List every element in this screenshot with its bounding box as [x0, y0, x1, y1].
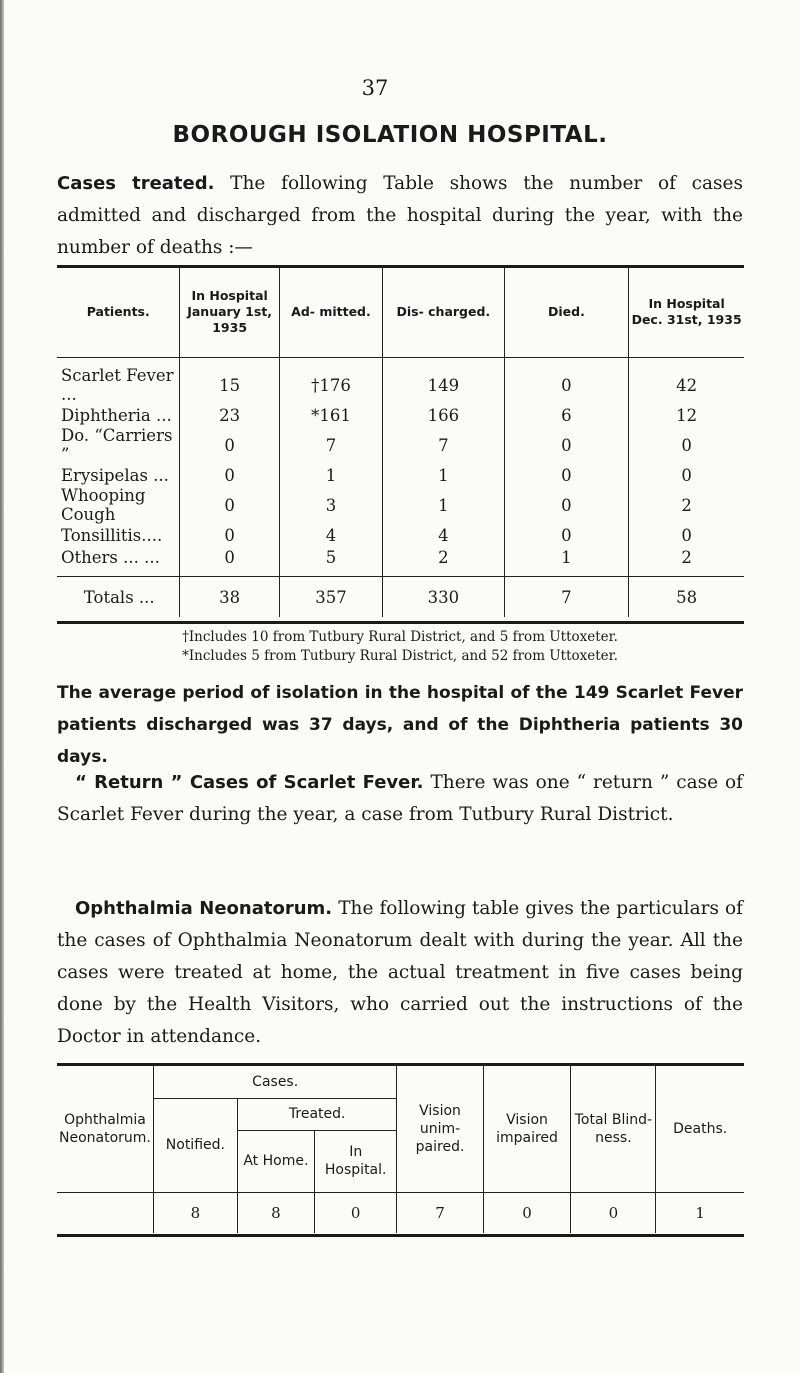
cell: 2 — [383, 546, 505, 577]
average-period-text: The average period of isolation in the hospital of the 149 Scarlet Fever patients discharged was 37 days, and of the Diphtheria patients 30 days. — [57, 683, 743, 767]
average-period-paragraph — [57, 677, 743, 773]
cell-vision-unimpaired: 7 — [397, 1192, 483, 1233]
cell-deaths: 1 — [656, 1192, 744, 1233]
table-row — [57, 358, 744, 405]
intro-lead: Cases treated. — [57, 173, 215, 194]
page-heading: BOROUGH ISOLATION HOSPITAL. — [172, 122, 608, 148]
cell: 42 — [629, 358, 744, 405]
table-footnotes — [0, 628, 800, 666]
header-in-hospital-jan: In Hospital January 1st, 1935 — [180, 267, 279, 358]
cell: 0 — [180, 426, 279, 464]
table-row — [57, 486, 744, 524]
oph-data-row — [57, 1192, 744, 1233]
cell: *161 — [279, 404, 382, 426]
cell: Erysipelas ... — [61, 465, 169, 485]
cell-vision-impaired: 0 — [483, 1192, 571, 1233]
footnote-asterisk: *Includes 5 from Tutbury Rural District, and 52 from Uttoxeter. — [182, 648, 618, 664]
ophthalmia-text: The following table gives the particulars of the cases of Ophthalmia Neonatorum dealt with during the year. All the cases were treated at home, the actual treatment in five cases being done by the Health Visitors, who carried out the instructions of the Doctor in attendance. — [57, 898, 743, 1047]
totals-label: Totals ... — [57, 577, 180, 618]
table-row — [57, 464, 744, 486]
cell: 0 — [504, 464, 629, 486]
cell: 0 — [180, 524, 279, 546]
cell: 4 — [383, 524, 505, 546]
header-patients: Patients. — [57, 267, 180, 358]
header-vision-impaired: Vision impaired — [483, 1066, 571, 1192]
return-cases-text: There was one “ return ” case of Scarlet Fever during the year, a case from Tutbury Rural District. — [57, 772, 744, 825]
header-ophthalmia: Ophthalmia Neonatorum. — [59, 1111, 151, 1146]
header-treated: Treated. — [237, 1098, 397, 1130]
cell: 0 — [180, 464, 279, 486]
cell: 1 — [279, 464, 382, 486]
cell: 1 — [504, 546, 629, 577]
cell: 0 — [504, 358, 629, 405]
cases-table — [57, 267, 744, 617]
intro-paragraph — [57, 168, 743, 264]
header-cases: Cases. — [153, 1066, 397, 1098]
header-vision-unimpaired: Vision unim- paired. — [397, 1066, 483, 1192]
cell: 0 — [504, 524, 629, 546]
cell-at-home: 8 — [237, 1192, 314, 1233]
cell: 1 — [383, 464, 505, 486]
table-row — [57, 524, 744, 546]
return-cases-paragraph — [57, 767, 743, 831]
header-died: Died. — [504, 267, 629, 358]
total-cell: 38 — [180, 577, 279, 618]
ophthalmia-table — [57, 1066, 744, 1233]
footnote-dagger: †Includes 10 from Tutbury Rural District, and 5 from Uttoxeter. — [182, 629, 618, 645]
table-row — [57, 404, 744, 426]
cell: 0 — [629, 426, 744, 464]
header-at-home: At Home. — [237, 1130, 314, 1192]
cell: 2 — [629, 546, 744, 577]
cell: 7 — [279, 426, 382, 464]
cell: Others ... ... — [61, 547, 160, 567]
cell-in-hospital: 0 — [314, 1192, 397, 1233]
total-cell: 357 — [279, 577, 382, 618]
page-number: 37 — [361, 76, 389, 100]
cell — [57, 1192, 153, 1233]
cell: 0 — [629, 524, 744, 546]
return-cases-lead: “ Return ” Cases of Scarlet Fever. — [75, 772, 424, 793]
total-cell: 7 — [504, 577, 629, 618]
header-total-blindness: Total Blind- ness. — [571, 1066, 656, 1192]
cell: 0 — [504, 486, 629, 524]
cell: 4 — [279, 524, 382, 546]
intro-text: The following Table shows the number of cases admitted and discharged from the hospital during the year, with the number of deaths :— — [57, 173, 743, 258]
table-bottom-rule — [57, 621, 744, 624]
cell: Scarlet Fever ... — [61, 366, 174, 404]
cell: Do. “Carriers ” — [61, 426, 173, 464]
cell: Diphtheria ... — [61, 405, 172, 425]
total-cell: 58 — [629, 577, 744, 618]
header-in-hospital-dec: In Hospital Dec. 31st, 1935 — [629, 267, 744, 358]
header-deaths: Deaths. — [656, 1066, 744, 1192]
header-notified: Notified. — [153, 1098, 237, 1192]
cell: 3 — [279, 486, 382, 524]
table-row — [57, 546, 744, 577]
cell: 166 — [383, 404, 505, 426]
cell: 0 — [504, 426, 629, 464]
cell: 0 — [629, 464, 744, 486]
cell: 12 — [629, 404, 744, 426]
cell-total-blindness: 0 — [571, 1192, 656, 1233]
cell: 149 — [383, 358, 505, 405]
ophthalmia-lead: Ophthalmia Neonatorum. — [75, 898, 333, 919]
ophthalmia-paragraph — [57, 893, 743, 1053]
cell: 6 — [504, 404, 629, 426]
cell: Tonsillitis.... — [61, 525, 163, 545]
totals-row — [57, 577, 744, 618]
cell: 2 — [629, 486, 744, 524]
cell: Whooping Cough — [61, 486, 146, 524]
cell: †176 — [279, 358, 382, 405]
cases-table-header-row — [57, 267, 744, 358]
header-admitted: Ad- mitted. — [279, 267, 382, 358]
total-cell: 330 — [383, 577, 505, 618]
oph-table-bottom-rule — [57, 1234, 744, 1237]
header-discharged: Dis- charged. — [383, 267, 505, 358]
page-edge-shadow — [0, 0, 4, 1373]
cell: 15 — [180, 358, 279, 405]
header-in-hospital: In Hospital. — [314, 1130, 397, 1192]
cell: 0 — [180, 486, 279, 524]
cell: 1 — [383, 486, 505, 524]
cell: 23 — [180, 404, 279, 426]
table-row — [57, 426, 744, 464]
cell: 0 — [180, 546, 279, 577]
cell-notified: 8 — [153, 1192, 237, 1233]
cell: 5 — [279, 546, 382, 577]
cell: 7 — [383, 426, 505, 464]
oph-header-row-1 — [57, 1066, 744, 1098]
